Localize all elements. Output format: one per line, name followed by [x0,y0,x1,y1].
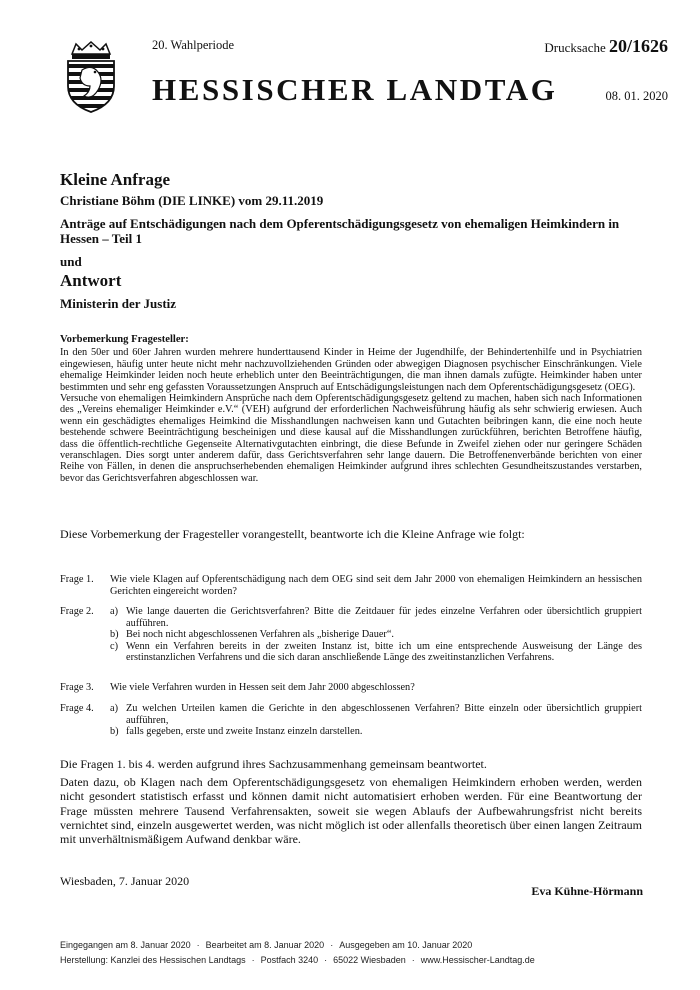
frage-label: Frage 3. [60,682,94,693]
frage-label: Frage 1. [60,574,94,585]
frage-3 [60,682,642,694]
vorbemerkung-heading: Vorbemerkung Fragesteller: [60,334,189,345]
intro-paragraph: Diese Vorbemerkung der Fragesteller vorangestellt, beantworte ich die Kleine Anfrage wie folgt: [60,527,525,541]
antwort-heading: Antwort [60,271,122,290]
frage-label: Frage 2. [60,606,94,617]
frage-2 [60,606,642,664]
frage-item: a) Zu welchen Urteilen kamen die Gerichte in den abgeschlossenen Verfahren? Bitte einzeln oder übersichtlich gruppiert aufführen, [110,703,642,726]
drucksache-number [544,36,668,57]
landtag-title: HESSISCHER LANDTAG [152,72,558,107]
subject: Anträge auf Entschädigungen nach dem Opferentschädigungsgesetz von ehemaligen Heimkindern in Hessen – Teil 1 [60,216,620,246]
antwort-paragraph: Daten dazu, ob Klagen nach dem Opferentschädigungsgesetz von ehemaligen Heimkindern erhoben werden, werden nicht gesondert statistisch erfasst und können damit nicht automatisiert erhoben werden. Für eine Beantwortung der Frage müssten mehrere Tausend Verfahrensakten, soweit sie wegen Ablaufs der Aufbewahrungsfrist nicht bereits vernichtet sind, einzeln ausgewertet werden, was nicht möglich ist oder allenfalls theoretisch über einen langen Zeitraum mit unverhältnismäßigem Aufwand denkbar wäre. [60,775,642,847]
frage-4 [60,703,642,738]
vorbemerkung [60,334,642,484]
antwort-paragraph: Die Fragen 1. bis 4. werden aufgrund ihres Sachzusammenhang gemeinsam beantwortet. [60,757,487,771]
footer-line-dates: Eingegangen am 8. Januar 2020 · Bearbeitet am 8. Januar 2020 · Ausgegeben am 10. Januar 2020 [60,940,473,950]
und-label: und [60,254,82,269]
document-date: 08. 01. 2020 [605,89,668,103]
place-date: Wiesbaden, 7. Januar 2020 [60,874,190,888]
ministerium: Ministerin der Justiz [60,296,177,311]
wahlperiode: 20. Wahlperiode [152,38,235,52]
frage-item: c) Wenn ein Verfahren bereits in der zweiten Instanz ist, bitte ich um eine entsprechende Ausweisung der Länge des erstinstanzlichen Verfahrens und die sich daran anschließende Länge des zweitinstanzlichen Verfahrens. [110,640,642,664]
frage-item: a) Wie lange dauerten die Gerichtsverfahren? Bitte die Zeitdauer für jedes einzelne Verfahren oder übersichtlich gruppiert aufführen. [110,606,642,629]
frage-label: Frage 4. [60,703,94,714]
frage-1 [60,574,642,597]
author-line: Christiane Böhm (DIE LINKE) vom 29.11.2019 [60,193,324,208]
frage-item: b) Bei noch nicht abgeschlossenen Verfahren als „bisherige Dauer“. [110,629,395,641]
footer-line-publisher: Herstellung: Kanzlei des Hessischen Landtags · Postfach 3240 · 65022 Wiesbaden · www.Hessischer-Landtag.de [60,955,535,965]
footer [60,938,660,968]
frage-text: Wie viele Klagen auf Opferentschädigung nach dem OEG sind seit dem Jahr 2000 von ehemaligen Heimkindern an hessischen Gerichten eingereicht worden? [110,574,642,597]
vorbemerkung-paragraph: In den 50er und 60er Jahren wurden mehrere hunderttausend Kinder in Heime der Jugendhilfe, der Behindertenhilfe und in Psychiatrien eingewiesen, häufig unter heute nicht mehr nachzuvollziehenden Gründen oder abwegigen Diagnosen psychischer Einschränkungen. Viele ehemalige Heimkinder leiden noch heute erheblich unter den Beeinträchtigungen, die man ihnen damals zufügte. Heimkinder haben unter bestimmten und sehr eng gefassten Voraussetzungen Anspruch auf Entschädigungsleistungen nach dem Opferentschädigungsgesetz (OEG). [60,347,642,393]
document-type: Kleine Anfrage [60,170,171,189]
website-link[interactable]: www.Hessischer-Landtag.de [420,955,535,965]
signatory-name: Eva Kühne-Hörmann [531,884,643,898]
frage-item: b) falls gegeben, erste und zweite Instanz einzeln darstellen. [110,726,363,738]
drucksache-label: Drucksache [544,40,606,55]
hessen-coat-of-arms-icon [62,40,120,114]
vorbemerkung-paragraph: Versuche von ehemaligen Heimkindern Ansprüche nach dem Opferentschädigungsgesetz geltend zu machen, haben sich nach Informationen des „Vereins ehemaliger Heimkinder e.V.“ (VEH) aufgrund der erforderlichen Nachweisführung häufig als sehr schwierig erwiesen. Auch wenn ein geschädigtes ehemaliges Heimkind die Misshandlungen nachweisen kann und Gutachten beibringen kann, die eine noch heute bestehende schwere Beeinträchtigung bescheinigen und diese kausal auf die Misshandlungen zurückführen, berichten Betroffene häufig, dass die öffentlich-rechtliche Gegenseite Alternativgutachten einbringt, die diese Befunde in Zweifel ziehen oder nur geringere Schäden veranschlagen. Dies sorgt unter anderem dafür, dass Gerichtsverfahren sehr lange dauern. Die Betroffenenverbände berichten von einer Reihe von Fällen, in denen die anspruchserhebenden ehemaligen Heimkinder aufgrund ihres schlechten Gesundheitszustandes verstarben, bevor das Gerichtsverfahren abgeschlossen war. [60,393,642,484]
drucksache-nr: 20/1626 [608,36,668,56]
title-block [60,170,640,311]
antwort-text [60,757,642,846]
frage-text: Wie viele Verfahren wurden in Hessen seit dem Jahr 2000 abgeschlossen? [110,682,415,693]
